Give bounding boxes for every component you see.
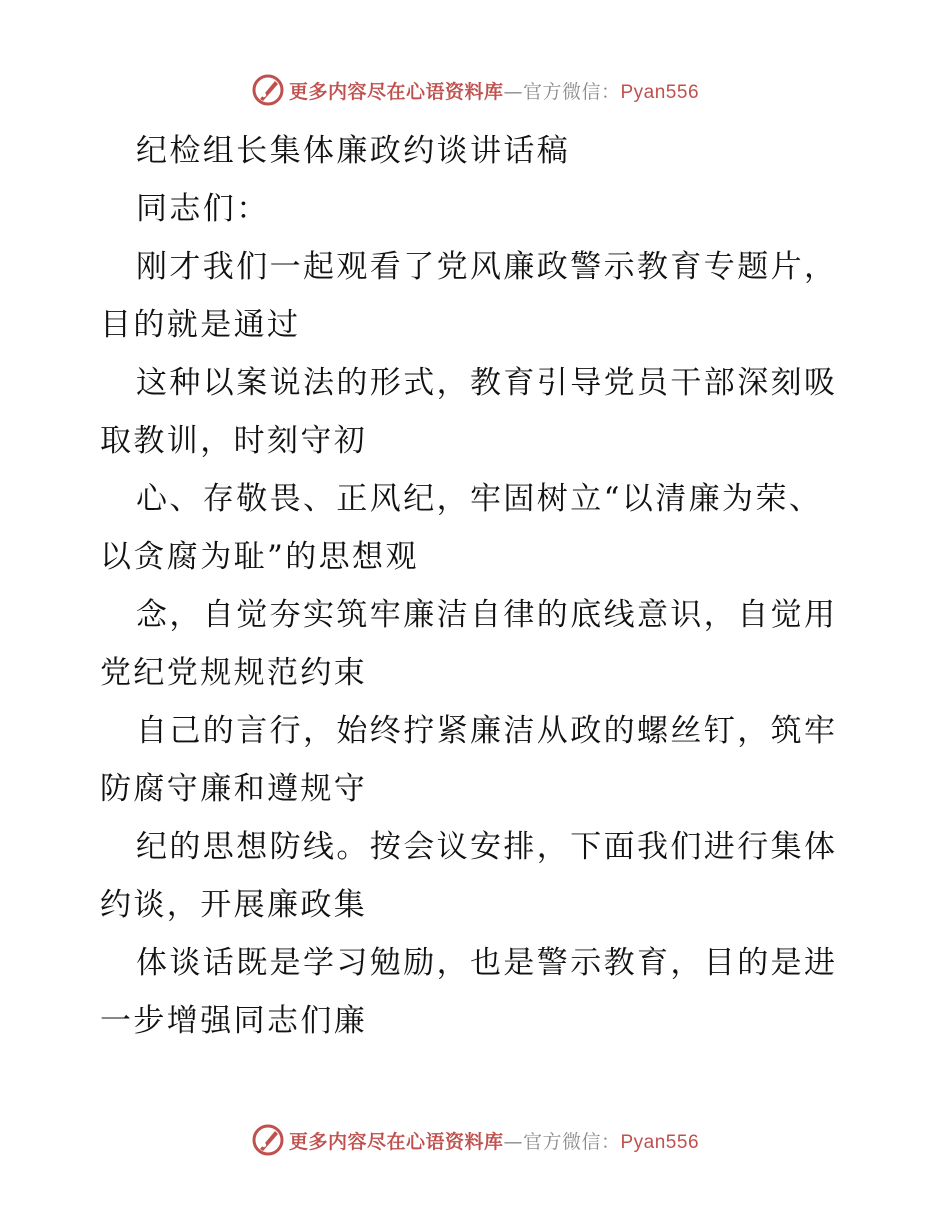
paragraph-line: 以贪腐为耻”的思想观 xyxy=(100,539,419,575)
banner-text xyxy=(289,1127,699,1154)
banner-text xyxy=(289,77,699,104)
paragraph-line: 心、存敬畏、正风纪，牢固树立“以清廉为荣、 xyxy=(136,481,823,517)
paragraph-line: 刚才我们一起观看了党风廉政警示教育专题片， xyxy=(136,249,838,285)
document-body xyxy=(100,122,860,1050)
banner-dash: — xyxy=(503,80,523,103)
banner-wechat-label: 官方微信： xyxy=(522,1130,621,1153)
paragraph-line: 纪的思想防线。按会议安排，下面我们进行集体 xyxy=(136,829,838,865)
paragraph-line: 防腐守廉和遵规守 xyxy=(100,771,368,807)
banner-wechat-label: 官方微信： xyxy=(522,80,621,103)
paragraph-line: 这种以案说法的形式，教育引导党员干部深刻吸 xyxy=(136,365,838,401)
footer-banner xyxy=(0,1120,950,1160)
banner-lead: 更多内容尽在心语资料库 xyxy=(288,1130,504,1153)
banner-wechat-id: Pyan556 xyxy=(620,81,700,103)
paragraph-line: 取教训，时刻守初 xyxy=(100,423,368,459)
paragraph-line: 念，自觉夯实筑牢廉洁自律的底线意识，自觉用 xyxy=(136,597,838,633)
banner-wechat-id: Pyan556 xyxy=(620,1131,700,1153)
paragraph-line: 自己的言行，始终拧紧廉洁从政的螺丝钉，筑牢 xyxy=(136,713,838,749)
paragraph-line: 约谈，开展廉政集 xyxy=(100,887,368,923)
document-greeting: 同志们： xyxy=(136,191,270,227)
banner-dash: — xyxy=(503,1130,523,1153)
header-banner xyxy=(0,70,950,110)
paragraph-line: 一步增强同志们廉 xyxy=(100,1003,368,1039)
quill-seal-logo-icon xyxy=(251,1123,285,1157)
paragraph-line: 党纪党规规范约束 xyxy=(100,655,368,691)
quill-seal-logo-icon xyxy=(251,73,285,107)
document-title: 纪检组长集体廉政约谈讲话稿 xyxy=(136,133,571,169)
paragraph-line: 目的就是通过 xyxy=(100,307,301,343)
paragraph-line: 体谈话既是学习勉励，也是警示教育，目的是进 xyxy=(136,945,838,981)
banner-lead: 更多内容尽在心语资料库 xyxy=(288,80,504,103)
